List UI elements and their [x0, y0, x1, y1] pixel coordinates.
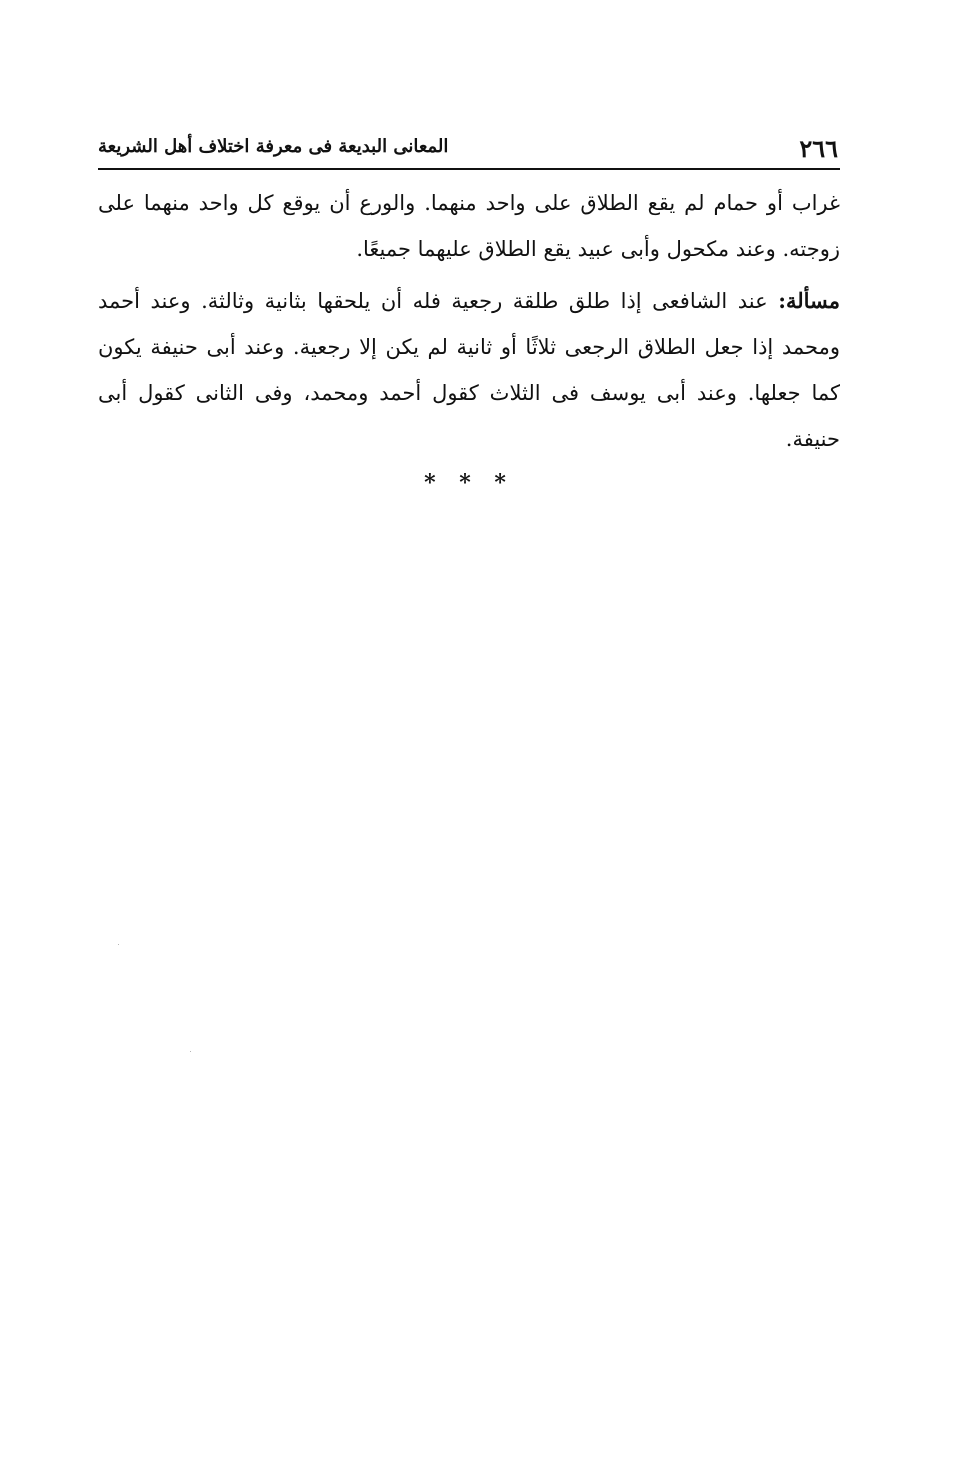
scan-speck — [118, 944, 119, 945]
page-number: ٢٦٦ — [799, 134, 838, 163]
paragraph-1: غراب أو حمام لم يقع الطلاق على واحد منهما. والورع أن يوقع كل واحد منهما على زوجته. وعند مكحول وأبى عبيد يقع الطلاق عليهما جميعًا. — [98, 191, 840, 261]
question-label: مسألة: — [778, 288, 840, 313]
section-separator: * * * — [424, 470, 514, 496]
body-text — [98, 180, 840, 462]
paragraph-2 — [98, 278, 840, 462]
page-header — [98, 128, 840, 170]
paragraph-2-text: عند الشافعى إذا طلق طلقة رجعية فله أن يلحقها بثانية وثالثة. وعند أحمد ومحمد إذا جعل الطلاق الرجعى ثلاثًا أو ثانية لم يكن إلا رجعية. وعند أبى حنيفة يكون كما جعلها. وعند أبى يوسف فى الثلاث كقول أحمد ومحمد، وفى الثانى كقول أبى حنيفة. — [98, 289, 840, 451]
scan-speck — [190, 1051, 191, 1052]
book-page — [98, 128, 840, 496]
running-title: المعانى البديعة فى معرفة اختلاف أهل الشريعة — [98, 136, 449, 157]
